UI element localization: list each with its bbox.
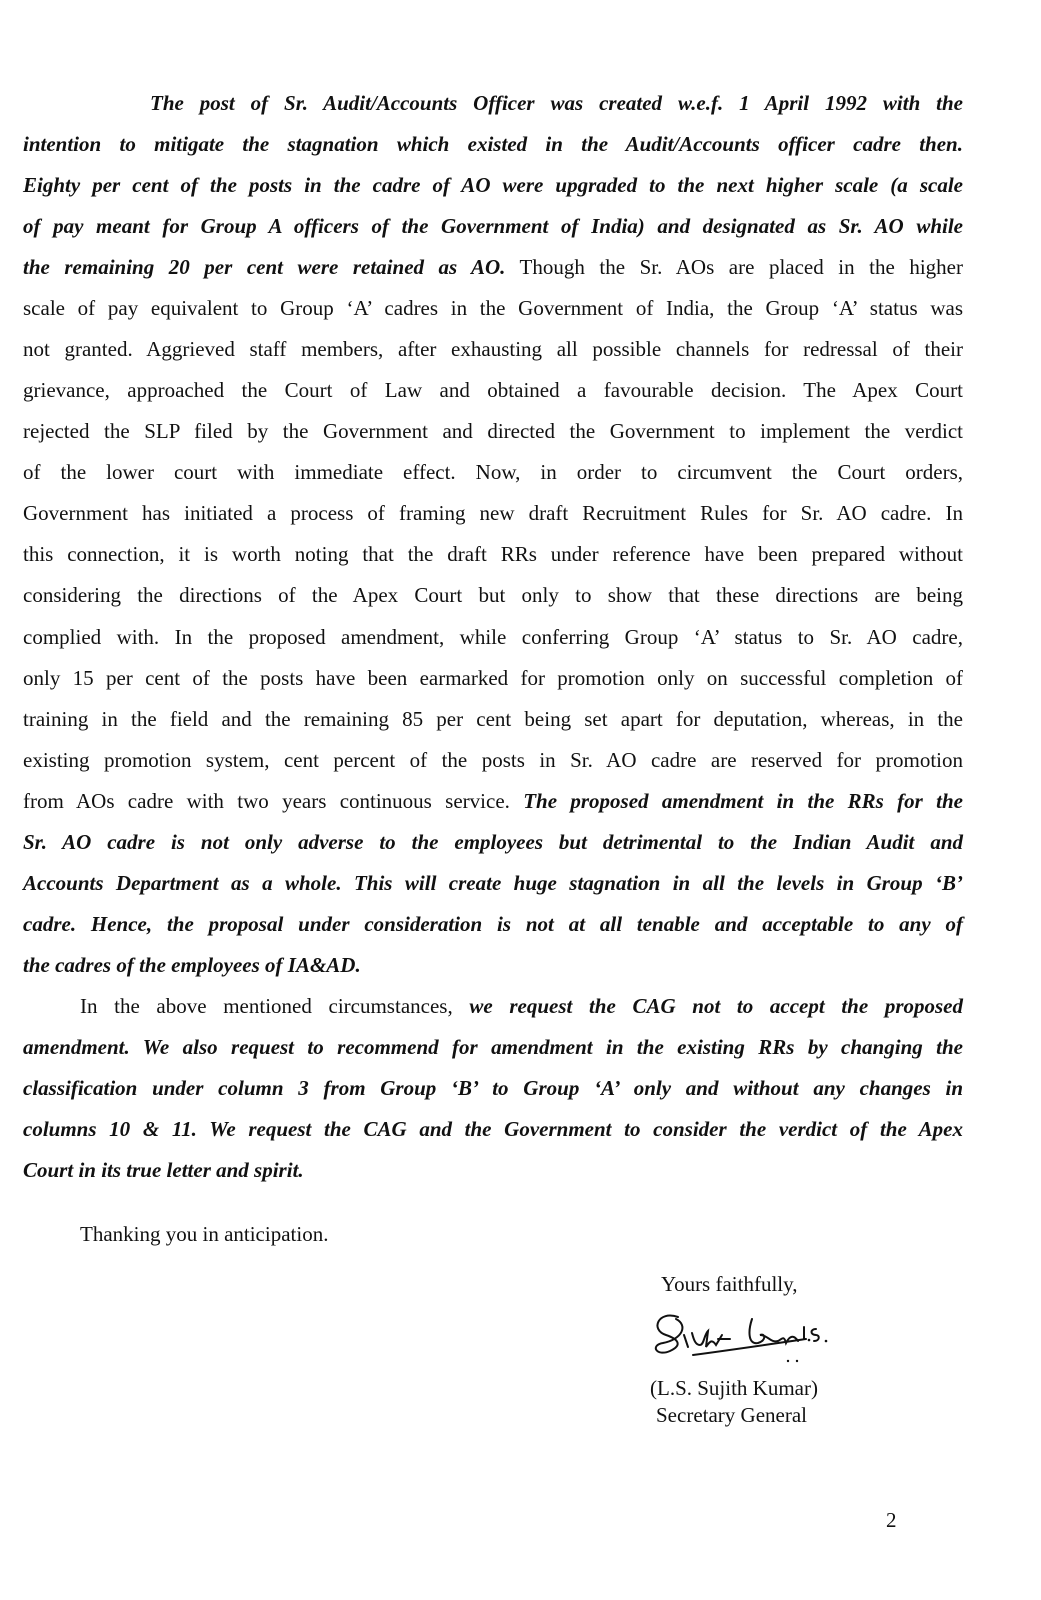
emphasized-text: Eighty per cent of the posts in the cadre of AO were upgraded to the next higher scale (a scale — [23, 173, 963, 198]
body-text: Though the Sr. AOs are placed in the higher — [505, 255, 963, 280]
text-line — [23, 1075, 963, 1101]
text-line — [23, 1157, 963, 1183]
body-text: complied with. In the proposed amendment, while conferring Group ‘A’ status to Sr. AO cadre, — [23, 624, 963, 649]
emphasized-text: we request the CAG not to accept the proposed — [469, 993, 963, 1018]
body-text: grievance, approached the Court of Law and obtained a favourable decision. The Apex Court — [23, 378, 963, 403]
emphasized-text: cadre. Hence, the proposal under consideration is not at all tenable and acceptable to any of — [23, 911, 963, 936]
text-line — [23, 665, 963, 691]
text-line — [23, 624, 963, 650]
text-line — [23, 870, 963, 896]
text-line — [23, 213, 963, 239]
text-line — [23, 336, 963, 362]
text-line — [23, 131, 963, 157]
text-line — [23, 911, 963, 937]
text-line — [80, 993, 963, 1019]
text-line — [23, 541, 963, 567]
body-text: training in the field and the remaining 85 per cent being set apart for deputation, whereas, in the — [23, 706, 963, 731]
emphasized-text: the remaining 20 per cent were retained as AO. — [23, 255, 506, 280]
signatory-title: Secretary General — [656, 1403, 807, 1427]
body-text: of the lower court with immediate effect. Now, in order to circumvent the Court orders, — [23, 460, 963, 485]
text-line — [23, 788, 963, 814]
text-line — [23, 1116, 963, 1142]
page-number: 2 — [886, 1508, 897, 1532]
text-line — [23, 254, 963, 280]
body-text: from AOs cadre with two years continuous service. — [23, 788, 524, 813]
body-text: considering the directions of the Apex Court but only to show that these directions are being — [23, 583, 963, 608]
emphasized-text: Sr. AO cadre is not only adverse to the employees but detrimental to the Indian Audit and — [23, 829, 963, 854]
signature — [648, 1305, 838, 1365]
signatory-name: (L.S. Sujith Kumar) — [650, 1376, 818, 1400]
body-text: only 15 per cent of the posts have been earmarked for promotion only on successful completion of — [23, 665, 963, 690]
emphasized-text: The post of Sr. Audit/Accounts Officer was created w.e.f. 1 April 1992 with the — [150, 91, 963, 115]
emphasized-text: amendment. We also request to recommend for amendment in the existing RRs by changing the — [23, 1034, 963, 1059]
salutation: Yours faithfully, — [661, 1272, 798, 1296]
body-text: existing promotion system, cent percent of the posts in Sr. AO cadre are reserved for promotion — [23, 747, 963, 772]
body-text: rejected the SLP filed by the Government and directed the Government to implement the verdict — [23, 419, 963, 444]
closing-thanks: Thanking you in anticipation. — [80, 1222, 329, 1246]
text-line — [150, 90, 963, 116]
emphasized-text: the cadres of the employees of IA&AD. — [23, 952, 361, 977]
emphasized-text: Court in its true letter and spirit. — [23, 1158, 304, 1183]
body-text: this connection, it is worth noting that the draft RRs under reference have been prepared without — [23, 542, 963, 567]
emphasized-text: The proposed amendment in the RRs for the — [523, 788, 964, 813]
text-line — [23, 418, 963, 444]
text-line — [23, 1034, 963, 1060]
text-line — [23, 952, 963, 978]
emphasized-text: classification under column 3 from Group ‘B’ to Group ‘A’ only and without any changes in — [23, 1075, 963, 1100]
text-line — [23, 172, 963, 198]
text-line — [23, 500, 963, 526]
body-text: scale of pay equivalent to Group ‘A’ cadres in the Government of India, the Group ‘A’ status was — [23, 296, 963, 321]
text-line — [23, 295, 963, 321]
body-text: not granted. Aggrieved staff members, after exhausting all possible channels for redressal of their — [23, 337, 963, 362]
emphasized-text: Accounts Department as a whole. This will create huge stagnation in all the levels in Group ‘B’ — [23, 870, 963, 895]
text-line — [23, 706, 963, 732]
text-line — [23, 459, 963, 485]
text-line — [23, 747, 963, 773]
emphasized-text: intention to mitigate the stagnation which existed in the Audit/Accounts officer cadre then. — [23, 132, 963, 157]
text-line — [23, 377, 963, 403]
emphasized-text: of pay meant for Group A officers of the Government of India) and designated as Sr. AO while — [23, 214, 963, 239]
text-line — [23, 582, 963, 608]
emphasized-text: columns 10 & 11. We request the CAG and the Government to consider the verdict of the Apex — [23, 1117, 963, 1141]
body-text: In the above mentioned circumstances, — [80, 993, 470, 1018]
body-text: Government has initiated a process of framing new draft Recruitment Rules for Sr. AO cadre. In — [23, 501, 963, 526]
text-line — [23, 829, 963, 855]
